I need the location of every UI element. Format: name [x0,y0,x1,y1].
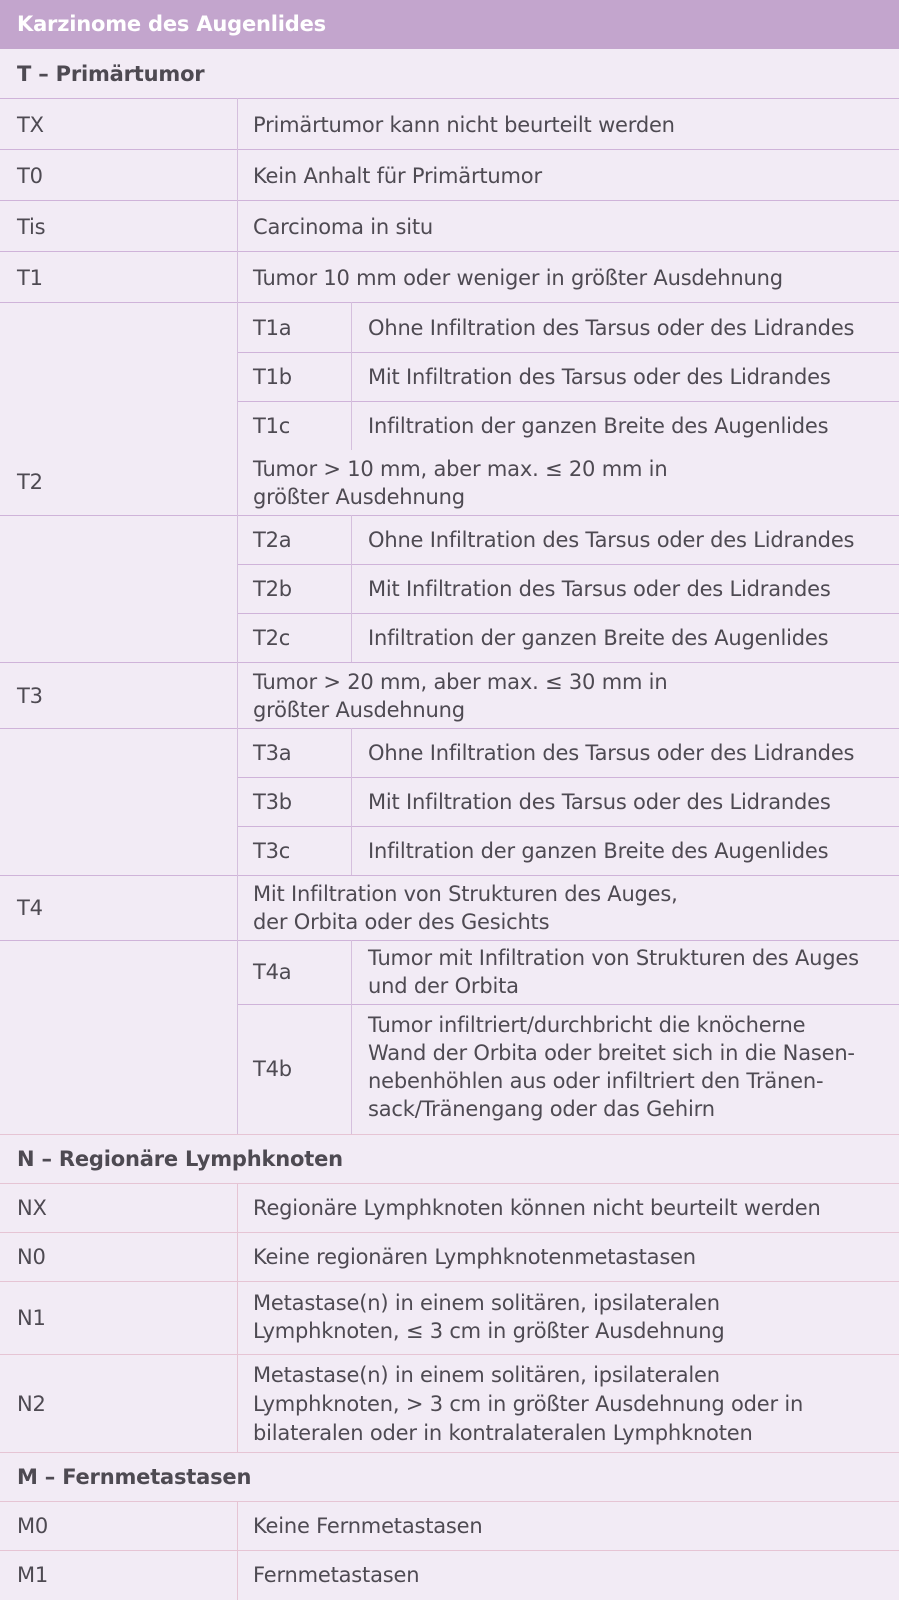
desc-t2-line2: größter Ausdehnung [253,485,465,509]
desc-t4b-line4: sack/Tränengang oder das Gehirn [368,1097,715,1121]
desc-t1a: Ohne Infiltration des Tarsus oder des Lidrandes [368,316,855,340]
desc-t4a-line1: Tumor mit Infiltration von Strukturen des Auges [368,946,859,970]
desc-m1: Fernmetastasen [253,1563,420,1587]
section-title-m: M – Fernmetastasen [17,1465,252,1489]
code-t4a: T4a [253,960,292,984]
desc-t1: Tumor 10 mm oder weniger in größter Ausdehnung [253,266,783,290]
desc-t4a-line2: und der Orbita [368,974,519,998]
desc-t1b: Mit Infiltration des Tarsus oder des Lidrandes [368,365,831,389]
code-t1c: T1c [253,414,291,438]
desc-t2b: Mit Infiltration des Tarsus oder des Lidrandes [368,577,831,601]
code-t4b: T4b [253,1057,292,1081]
desc-n2-line2: Lymphknoten, > 3 cm in größter Ausdehnung oder in [253,1392,804,1416]
desc-t4-line2: der Orbita oder des Gesichts [253,910,550,934]
section-title-n: N – Regionäre Lymphknoten [17,1147,343,1171]
desc-t3-line2: größter Ausdehnung [253,698,465,722]
code-tx: TX [17,113,44,137]
code-nx: NX [17,1196,47,1220]
desc-m0: Keine Fernmetastasen [253,1514,483,1538]
code-t2c: T2c [253,626,291,650]
code-t1a: T1a [253,316,292,340]
desc-tis: Carcinoma in situ [253,215,433,239]
desc-t4b-line2: Wand der Orbita oder breitet sich in die Nasen- [368,1041,855,1065]
desc-nx: Regionäre Lymphknoten können nicht beurteilt werden [253,1196,821,1220]
desc-n1-line2: Lymphknoten, ≤ 3 cm in größter Ausdehnung [253,1319,725,1343]
code-t4: T4 [17,896,43,920]
desc-t4b-line3: nebenhöhlen aus oder infiltriert den Tränen- [368,1069,824,1093]
desc-n2-line3: bilateralen oder in kontralateralen Lymphknoten [253,1421,753,1445]
code-t1: T1 [17,266,43,290]
code-t3a: T3a [253,741,292,765]
code-n2: N2 [17,1392,46,1416]
table-title: Karzinome des Augenlides [0,0,899,49]
code-tis: Tis [17,215,46,239]
code-m0: M0 [17,1514,49,1538]
desc-n1-line1: Metastase(n) in einem solitären, ipsilateralen [253,1291,720,1315]
desc-t1c: Infiltration der ganzen Breite des Augenlides [368,414,829,438]
code-n1: N1 [17,1306,46,1330]
desc-t3a: Ohne Infiltration des Tarsus oder des Lidrandes [368,741,855,765]
desc-t3b: Mit Infiltration des Tarsus oder des Lidrandes [368,790,831,814]
desc-n2-line1: Metastase(n) in einem solitären, ipsilateralen [253,1363,720,1387]
code-n0: N0 [17,1245,46,1269]
code-t2a: T2a [253,528,292,552]
section-title-t: T – Primärtumor [17,62,205,86]
code-t3b: T3b [253,790,292,814]
desc-n0: Keine regionären Lymphknotenmetastasen [253,1245,696,1269]
desc-tx: Primärtumor kann nicht beurteilt werden [253,113,675,137]
desc-t0: Kein Anhalt für Primärtumor [253,164,542,188]
code-t2: T2 [17,470,43,494]
desc-t3-line1: Tumor > 20 mm, aber max. ≤ 30 mm in [253,670,668,694]
desc-t4-line1: Mit Infiltration von Strukturen des Auges, [253,882,678,906]
code-t0: T0 [17,164,43,188]
desc-t2-line1: Tumor > 10 mm, aber max. ≤ 20 mm in [253,457,668,481]
code-m1: M1 [17,1563,49,1587]
code-t3c: T3c [253,839,291,863]
desc-t3c: Infiltration der ganzen Breite des Augenlides [368,839,829,863]
code-t1b: T1b [253,365,292,389]
code-t2b: T2b [253,577,292,601]
desc-t2c: Infiltration der ganzen Breite des Augenlides [368,626,829,650]
code-t3: T3 [17,684,43,708]
desc-t4b-line1: Tumor infiltriert/durchbricht die knöcherne [368,1013,806,1037]
desc-t2a: Ohne Infiltration des Tarsus oder des Lidrandes [368,528,855,552]
